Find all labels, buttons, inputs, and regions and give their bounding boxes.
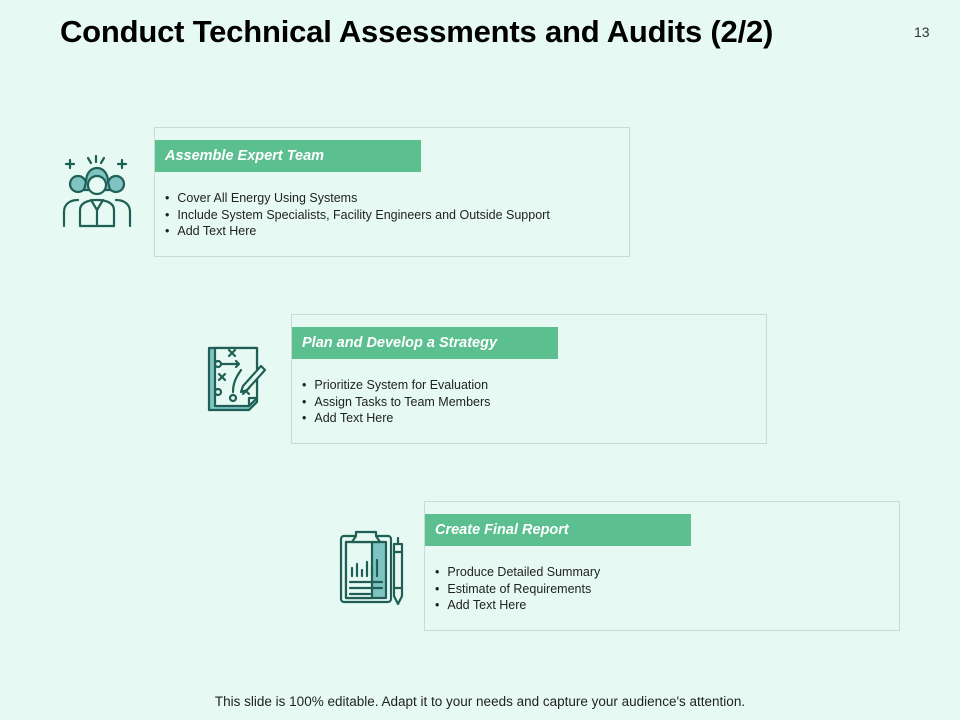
section-title: Plan and Develop a Strategy — [292, 327, 558, 359]
footer-note: This slide is 100% editable. Adapt it to your needs and capture your audience's attention. — [214, 694, 746, 709]
bullet-list — [302, 377, 490, 427]
section-card-final-report — [424, 501, 900, 631]
bullet-item: • Add Text Here — [165, 223, 550, 240]
bullet-item: • Add Text Here — [435, 597, 600, 614]
strategy-plan-icon — [203, 342, 273, 414]
bullet-item: • Cover All Energy Using Systems — [165, 190, 550, 207]
section-card-plan-strategy — [291, 314, 767, 444]
bullet-item: • Produce Detailed Summary — [435, 564, 600, 581]
report-clipboard-icon — [336, 528, 412, 608]
section-card-assemble-team — [154, 127, 630, 257]
team-icon — [58, 152, 138, 232]
bullet-list — [165, 190, 550, 240]
bullet-list — [435, 564, 600, 614]
bullet-item: • Include System Specialists, Facility Engineers and Outside Support — [165, 207, 550, 224]
section-title: Assemble Expert Team — [155, 140, 421, 172]
slide-title: Conduct Technical Assessments and Audits (2/2) — [60, 14, 774, 49]
bullet-item: • Estimate of Requirements — [435, 581, 600, 598]
bullet-item: • Add Text Here — [302, 410, 490, 427]
bullet-item: • Prioritize System for Evaluation — [302, 377, 490, 394]
bullet-item: • Assign Tasks to Team Members — [302, 394, 490, 411]
section-title: Create Final Report — [425, 514, 691, 546]
page-number: 13 — [914, 24, 930, 40]
